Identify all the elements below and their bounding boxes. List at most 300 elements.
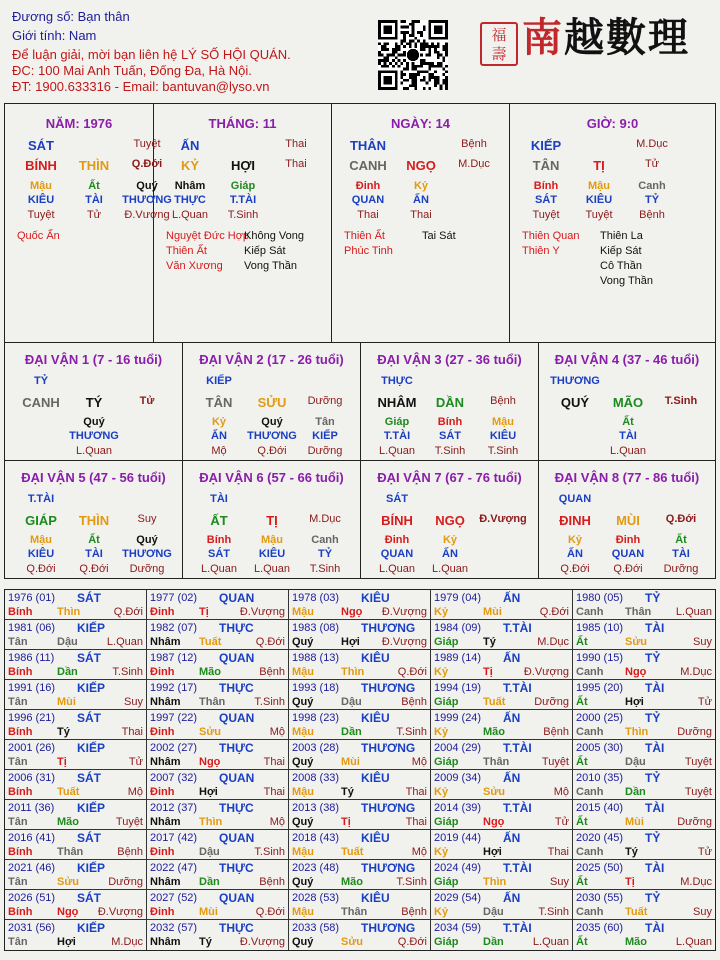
chart-text: CANH (22, 395, 60, 410)
year-cell (147, 920, 289, 950)
year-star: QUAN (219, 831, 255, 845)
year-label: 2000 (25) (576, 712, 624, 724)
year-stage: Dưỡng (677, 726, 712, 738)
year-star: THỰC (219, 861, 254, 875)
pillar-title: NGÀY: 14 (391, 116, 450, 131)
year-star: THƯƠNG (361, 801, 416, 815)
year-stage: Tuyệt (541, 756, 569, 768)
dai-van-8 (539, 461, 715, 579)
chart-text: Kỷ (413, 180, 429, 192)
year-label: 2003 (28) (292, 742, 340, 754)
year-cell (431, 620, 573, 650)
year-star: TÀI (645, 681, 665, 695)
year-cell (147, 830, 289, 860)
year-branch: Dậu (199, 846, 220, 858)
chart-text: TÝ (85, 395, 103, 410)
year-branch: Tuất (625, 906, 648, 918)
year-star: THỰC (219, 921, 254, 935)
chart-text: QUAN (351, 194, 385, 206)
year-stem: Tân (8, 876, 28, 888)
year-branch: Dần (199, 876, 220, 888)
year-label: 1998 (23) (292, 712, 340, 724)
year-branch: Thân (341, 906, 368, 918)
chart-text: Thai (357, 209, 379, 221)
chart-text: T.Sinh (434, 445, 466, 457)
chart-text: Kỷ (442, 534, 458, 546)
year-label: 1987 (12) (150, 652, 198, 664)
chart-text: THÌN (78, 513, 110, 528)
chart-text: Bệnh (461, 138, 487, 150)
year-label: 1985 (10) (576, 622, 624, 634)
chart-text: DẦN (435, 395, 465, 410)
year-stem: Mậu (292, 786, 314, 798)
year-stage: Mộ (553, 786, 569, 798)
year-star: KIÊU (361, 591, 390, 605)
year-label: 2020 (45) (576, 832, 624, 844)
year-stem: Ất (576, 696, 588, 708)
year-stage: T.Sinh (396, 876, 427, 888)
chart-text: NGỌ (435, 513, 465, 528)
year-cell (289, 830, 431, 860)
year-cell (573, 590, 715, 620)
year-branch: Dần (625, 786, 646, 798)
year-star: QUAN (219, 711, 255, 725)
year-label: 1988 (13) (292, 652, 340, 664)
chart-text: L.Quan (378, 445, 416, 457)
year-branch: Mùi (341, 756, 360, 768)
chart-text: GIÁP (25, 513, 57, 528)
year-label: 1979 (04) (434, 592, 482, 604)
chart-text: ẤN (211, 430, 227, 442)
chart-text: Kỷ (567, 534, 583, 546)
year-stage: Đ.Vượng (381, 636, 427, 648)
year-cell (147, 620, 289, 650)
year-stage: L.Quan (106, 636, 143, 648)
pillar-star: Vong Thần (600, 275, 654, 287)
year-branch: Dần (57, 666, 78, 678)
chart-text: SÁT (386, 493, 408, 505)
year-cell (289, 680, 431, 710)
year-branch: Tuất (341, 846, 364, 858)
year-star: KIẾP (77, 921, 106, 935)
chart-text: ĐINH (559, 513, 591, 528)
year-star: TÀI (645, 921, 665, 935)
year-cell (289, 890, 431, 920)
year-stage: Bệnh (401, 696, 427, 708)
year-branch: Thìn (483, 876, 507, 888)
year-label: 2034 (59) (434, 922, 482, 934)
year-star: TỶ (645, 771, 661, 785)
year-cell (573, 650, 715, 680)
chart-text: Suy (137, 513, 157, 525)
year-cell (431, 800, 573, 830)
pillar-star: Kiếp Sát (600, 245, 642, 257)
year-stem: Đinh (150, 906, 175, 918)
header (0, 0, 720, 100)
year-stem: Nhâm (150, 816, 181, 828)
year-cell (289, 920, 431, 950)
chart-text: TÀI (85, 548, 103, 560)
year-branch: Mão (483, 726, 505, 738)
year-label: 1995 (20) (576, 682, 624, 694)
chart-text: Q.Đới (79, 563, 109, 575)
pillar-star: Quốc Ấn (17, 230, 60, 242)
year-stem: Canh (576, 606, 604, 618)
year-star: TỶ (645, 711, 661, 725)
chart-text: M.Dục (309, 513, 341, 525)
year-cell (573, 710, 715, 740)
yearly-table (4, 589, 716, 951)
dai-van-4 (539, 343, 715, 461)
chart-text: Thai (410, 209, 432, 221)
year-stem: Canh (576, 726, 604, 738)
four-pillars-table (4, 103, 716, 343)
year-cell (5, 860, 147, 890)
year-stem: Mậu (292, 666, 314, 678)
chart-text: L.Quan (609, 445, 647, 457)
year-label: 2017 (42) (150, 832, 198, 844)
year-branch: Tuất (483, 696, 506, 708)
year-star: THƯƠNG (361, 621, 416, 635)
chart-text: Dưỡng (663, 563, 699, 575)
chart-text: Tử (139, 395, 155, 407)
dai-van-5 (5, 461, 183, 579)
year-branch: Sửu (341, 936, 364, 948)
chart-text: ẤN (180, 138, 200, 153)
year-stem: Đinh (150, 726, 175, 738)
year-branch: Thân (57, 846, 84, 858)
pillar-star: Thiên Ất (166, 245, 207, 257)
year-stage: T.Sinh (254, 846, 285, 858)
year-stem: Giáp (434, 636, 459, 648)
year-stage: Tuyệt (115, 816, 143, 828)
chart-text: THỰC (174, 194, 206, 206)
year-stem: Kỷ (434, 606, 449, 618)
pillar-star: Thiên Ất (344, 230, 385, 242)
dai-van-title: ĐẠI VẬN 2 (17 - 26 tuổi) (199, 352, 344, 367)
year-stem: Giáp (434, 756, 459, 768)
year-branch: Ngọ (483, 816, 505, 828)
year-stem: Tân (8, 816, 28, 828)
year-stem: Kỷ (434, 906, 449, 918)
year-stem: Ất (576, 936, 588, 948)
year-branch: Tị (199, 606, 209, 618)
year-label: 1983 (08) (292, 622, 340, 634)
year-star: KIÊU (361, 771, 390, 785)
gender: Giới tính: Nam (12, 28, 97, 43)
year-stem: Kỷ (434, 666, 449, 678)
year-branch: Dậu (57, 636, 78, 648)
chart-text: NHÂM (377, 395, 417, 410)
year-star: T.TÀI (503, 741, 532, 755)
chart-text: SÁT (28, 138, 54, 153)
year-star: QUAN (219, 771, 255, 785)
dai-van-1 (5, 343, 183, 461)
year-star: ẤN (503, 711, 521, 725)
year-star: KIÊU (361, 711, 390, 725)
year-star: T.TÀI (503, 801, 532, 815)
chart-text: Quý (83, 416, 105, 428)
year-branch: Hợi (483, 846, 502, 858)
owner-name: Đương số: Bạn thân (12, 9, 130, 24)
dai-van-2 (183, 343, 361, 461)
year-cell (431, 680, 573, 710)
year-stage: Mộ (269, 726, 285, 738)
chart-text: Dưỡng (307, 445, 343, 457)
chart-text: QUAN (380, 548, 414, 560)
chart-text: KIẾP (206, 375, 232, 387)
chart-text: Q.Đới (257, 445, 287, 457)
year-label: 1982 (07) (150, 622, 198, 634)
chart-text: L.Quan (200, 563, 238, 575)
year-stage: Tuyệt (684, 756, 712, 768)
chart-text: Tuyệt (27, 209, 55, 221)
year-star: TỶ (645, 891, 661, 905)
year-stage: M.Dục (537, 636, 569, 648)
year-label: 2014 (39) (434, 802, 482, 814)
year-branch: Mão (625, 936, 647, 948)
chart-text: TỶ (317, 548, 333, 560)
chart-text: ẤN (442, 548, 458, 560)
year-stage: M.Dục (680, 876, 712, 888)
chart-text: Mộ (211, 445, 227, 457)
year-star: SÁT (77, 831, 101, 845)
year-star: KIẾP (77, 801, 106, 815)
year-cell (5, 800, 147, 830)
year-cell (573, 830, 715, 860)
year-stem: Kỷ (434, 726, 449, 738)
year-label: 2015 (40) (576, 802, 624, 814)
year-branch: Ngọ (199, 756, 221, 768)
year-star: QUAN (219, 891, 255, 905)
chart-text: HỢI (230, 158, 256, 173)
year-stage: Đ.Vượng (239, 606, 285, 618)
chart-text: SÁT (535, 194, 557, 206)
year-label: 1993 (18) (292, 682, 340, 694)
year-branch: Sửu (625, 636, 648, 648)
year-star: SÁT (77, 711, 101, 725)
year-branch: Tị (57, 756, 67, 768)
year-branch: Tị (483, 666, 493, 678)
year-branch: Hợi (341, 636, 360, 648)
year-cell (5, 590, 147, 620)
year-star: ẤN (503, 831, 521, 845)
year-star: TỶ (645, 651, 661, 665)
chart-text: KIÊU (585, 194, 613, 206)
year-stem: Tân (8, 636, 28, 648)
year-cell (289, 710, 431, 740)
year-branch: Dậu (341, 696, 362, 708)
year-label: 2021 (46) (8, 862, 56, 874)
year-branch: Dần (483, 936, 504, 948)
year-stage: Suy (693, 906, 712, 918)
chart-text: Đ.Vượng (124, 209, 170, 221)
qr-code-icon (378, 20, 448, 90)
chart-text: Nhâm (174, 180, 206, 192)
chart-text: Bính (437, 416, 463, 428)
dai-van-title: ĐẠI VẬN 5 (47 - 56 tuổi) (21, 470, 166, 485)
year-branch: Sửu (483, 786, 506, 798)
year-star: ẤN (503, 891, 521, 905)
chart-text: Bính (533, 180, 559, 192)
chart-text: Giáp (384, 416, 410, 428)
year-stem: Ất (576, 876, 588, 888)
year-stem: Mậu (292, 606, 314, 618)
year-star: TỶ (645, 831, 661, 845)
chart-text: KỶ (180, 158, 200, 173)
year-label: 1984 (09) (434, 622, 482, 634)
year-cell (147, 740, 289, 770)
year-cell (289, 620, 431, 650)
year-label: 1989 (14) (434, 652, 482, 664)
chart-text: Giáp (230, 180, 256, 192)
year-stem: Giáp (434, 876, 459, 888)
year-star: TÀI (645, 621, 665, 635)
chart-text: KIÊU (27, 548, 55, 560)
year-stem: Canh (576, 666, 604, 678)
year-stage: Mộ (269, 816, 285, 828)
year-cell (5, 920, 147, 950)
chart-text: Ất (88, 534, 100, 546)
year-label: 1999 (24) (434, 712, 482, 724)
pillar-star: Phúc Tinh (344, 245, 393, 257)
chart-text: Thai (285, 158, 307, 170)
year-label: 1981 (06) (8, 622, 56, 634)
address: ĐC: 100 Mai Anh Tuấn, Đống Đa, Hà Nội. (12, 63, 252, 78)
chart-text: TÂN (205, 395, 233, 410)
year-star: ẤN (503, 591, 521, 605)
year-stem: Bính (8, 906, 33, 918)
year-star: THƯƠNG (361, 921, 416, 935)
year-star: KIẾP (77, 681, 106, 695)
year-star: SÁT (77, 651, 101, 665)
year-stage: Đ.Vượng (97, 906, 143, 918)
pillar-star: Thiên Quan (522, 230, 580, 242)
year-stem: Đinh (150, 846, 175, 858)
chart-text: THỰC (381, 375, 413, 387)
logo-first-char: 南 (522, 14, 564, 61)
year-stem: Bính (8, 846, 33, 858)
chart-text: Ất (88, 180, 100, 192)
year-branch: Tý (625, 846, 638, 858)
chart-text: Tuyệt (133, 138, 161, 150)
contact-note: Để luận giải, mời bạn liên hệ LÝ SỐ HỘI QUÁN. (12, 47, 291, 62)
year-cell (431, 650, 573, 680)
year-stage: Thai (263, 756, 285, 768)
year-cell (431, 890, 573, 920)
year-stem: Kỷ (434, 786, 449, 798)
chart-text: T.TÀI (383, 430, 411, 442)
pillar-title: GIỜ: 9:0 (586, 116, 639, 131)
pillar-star: Tai Sát (422, 230, 456, 242)
chart-text: M.Dục (636, 138, 668, 150)
year-cell (431, 770, 573, 800)
dai-van-6 (183, 461, 361, 579)
year-stem: Ất (576, 756, 588, 768)
year-stage: Tuyệt (684, 786, 712, 798)
year-branch: Thìn (625, 726, 649, 738)
year-label: 2004 (29) (434, 742, 482, 754)
chart-text: Bệnh (639, 209, 665, 221)
year-stage: Q.Đới (113, 606, 143, 618)
chart-text: BÍNH (381, 513, 413, 528)
chart-text: Mậu (588, 180, 610, 192)
year-branch: Thìn (341, 666, 365, 678)
chart-text: TÀI (85, 194, 103, 206)
year-branch: Tuất (57, 786, 80, 798)
year-stage: Mộ (411, 846, 427, 858)
year-branch: Dần (341, 726, 362, 738)
chart-text: ẤT (210, 513, 228, 528)
chart-text: Tuyệt (532, 209, 560, 221)
chart-text: Q.Đới (26, 563, 56, 575)
year-branch: Thân (483, 756, 510, 768)
year-star: T.TÀI (503, 621, 532, 635)
year-branch: Hợi (625, 696, 644, 708)
year-stem: Nhâm (150, 876, 181, 888)
year-label: 2019 (44) (434, 832, 482, 844)
year-branch: Tý (483, 636, 496, 648)
year-branch: Thân (199, 696, 226, 708)
pillar-star: Vong Thần (244, 260, 298, 272)
year-stem: Ất (576, 816, 588, 828)
year-branch: Tị (341, 816, 351, 828)
chart-text: THƯƠNG (122, 194, 172, 206)
year-stage: Mộ (411, 756, 427, 768)
chart-text: TÀI (619, 430, 637, 442)
year-star: KIÊU (361, 831, 390, 845)
year-branch: Mùi (625, 816, 644, 828)
year-stem: Quý (292, 816, 314, 828)
year-stage: Mộ (127, 786, 143, 798)
year-label: 2008 (33) (292, 772, 340, 784)
dai-van-table (4, 342, 716, 579)
year-stage: Q.Đới (255, 906, 285, 918)
year-stem: Mậu (292, 906, 314, 918)
year-cell (147, 710, 289, 740)
year-stem: Quý (292, 876, 314, 888)
year-stage: L.Quan (675, 936, 712, 948)
year-label: 2029 (54) (434, 892, 482, 904)
chart-text: Dưỡng (129, 563, 165, 575)
year-label: 2012 (37) (150, 802, 198, 814)
year-stem: Bính (8, 786, 33, 798)
chart-text: TÂN (532, 158, 560, 173)
year-cell (5, 890, 147, 920)
chart-text: T.Sinh (487, 445, 519, 457)
chart-text: CANH (349, 158, 387, 173)
year-stem: Canh (576, 906, 604, 918)
year-stage: Thai (547, 846, 569, 858)
chart-text: M.Dục (458, 158, 490, 170)
year-label: 2005 (30) (576, 742, 624, 754)
year-stem: Canh (576, 846, 604, 858)
year-cell (573, 680, 715, 710)
year-cell (147, 770, 289, 800)
year-label: 2011 (36) (8, 802, 55, 814)
chart-text: KIÊU (489, 430, 517, 442)
year-cell (573, 620, 715, 650)
phone-email: ĐT: 1900.633316 - Email: bantuvan@lyso.vn (12, 79, 270, 94)
year-label: 2027 (52) (150, 892, 198, 904)
year-star: TỶ (645, 591, 661, 605)
chart-text: THÂN (349, 138, 387, 153)
year-label: 2013 (38) (292, 802, 340, 814)
year-stage: Bệnh (259, 666, 285, 678)
year-branch: Dậu (483, 906, 504, 918)
chart-text: Canh (638, 180, 666, 192)
year-stage: T.Sinh (254, 696, 285, 708)
